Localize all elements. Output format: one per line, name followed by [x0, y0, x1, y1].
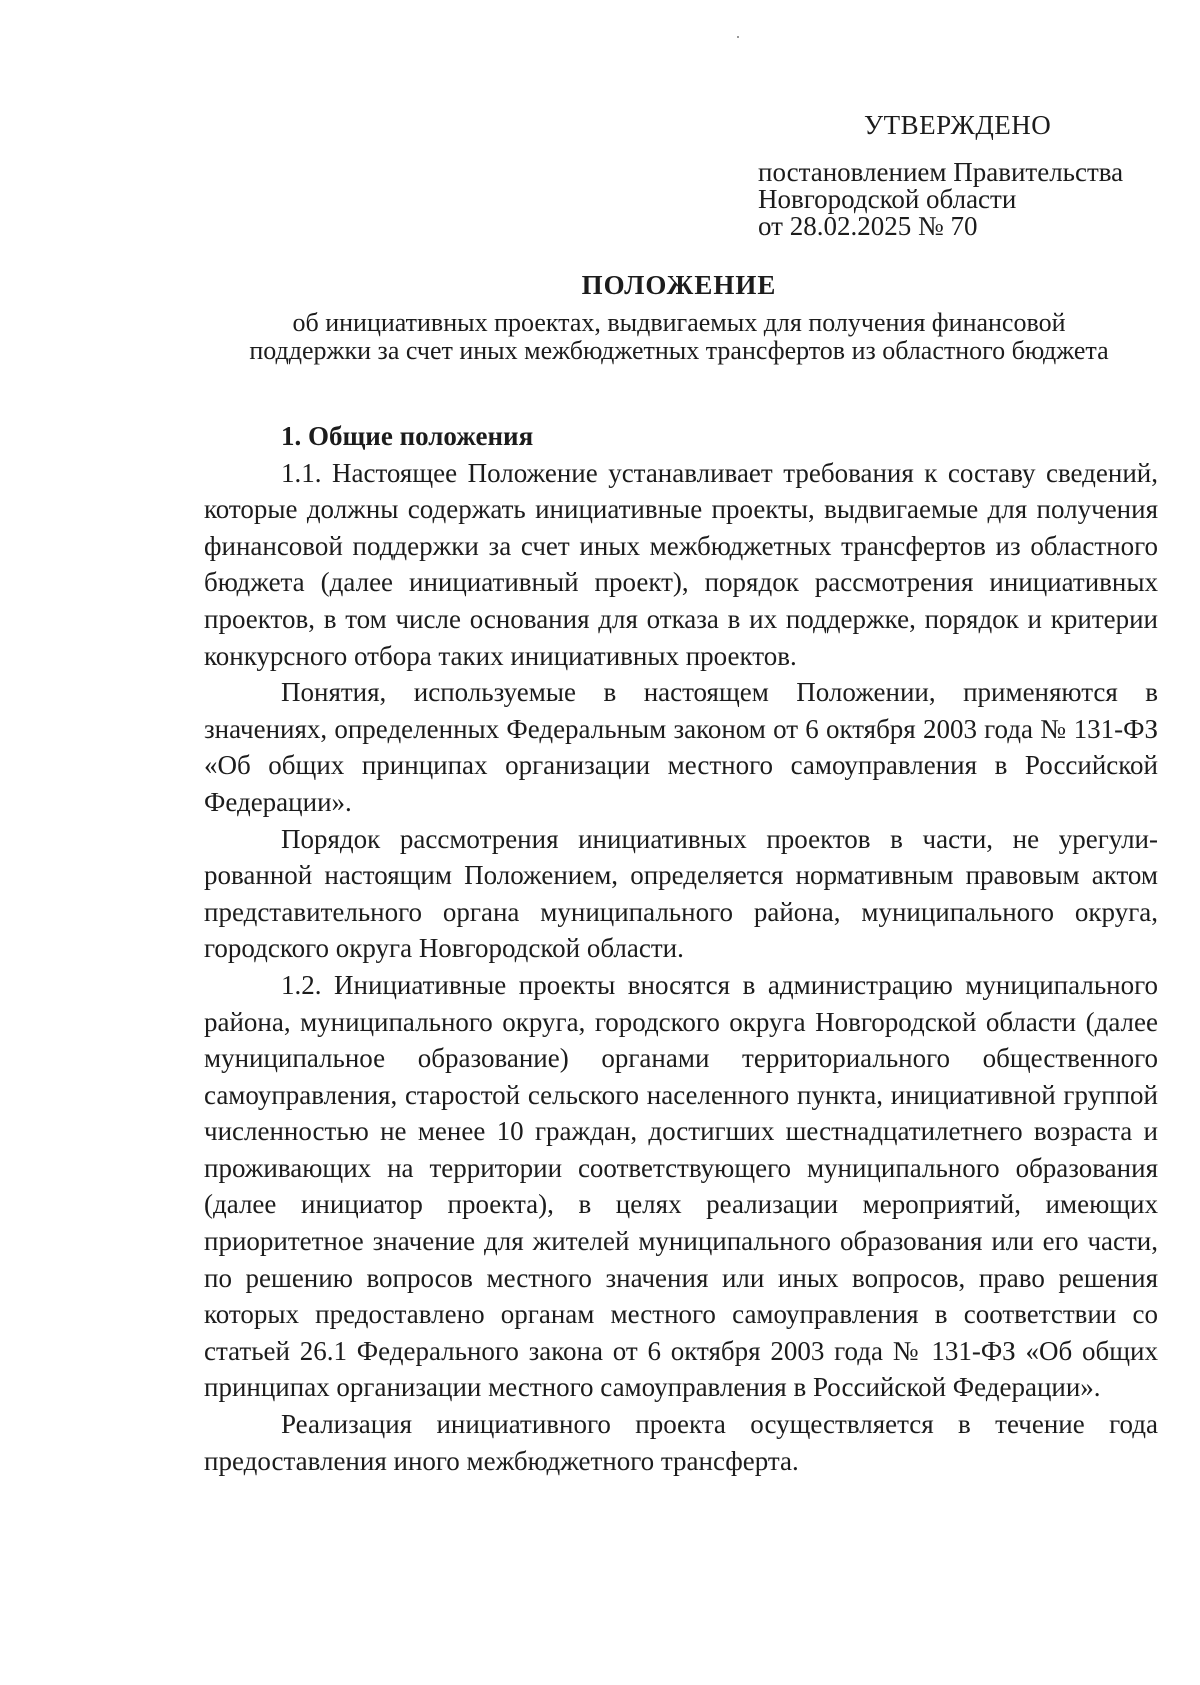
paragraph-1-1: 1.1. Настоящее Положение устанавливает требования к составу сведений, которые должны содержать инициативные проекты, выдвигаемые для получения финансовой поддержки за счет иных межбюджетных трансфертов из областного бюджета (далее инициативный проект), порядок рассмотрения инициативных проектов, в том числе основания для отказа в их поддержке, порядок и критерии конкурсного отбора таких инициативных проектов.: [204, 457, 1158, 671]
title-block: [200, 270, 1158, 365]
document-body: [204, 418, 1158, 1479]
approval-line-date: от 28.02.2025 № 70: [758, 211, 978, 241]
approval-line-region: Новгородской области: [758, 184, 1017, 214]
paragraph-1-2: 1.2. Инициативные проекты вносятся в администрацию муниципального района, муниципального округа, городского округа Новгородской области (далее муниципальное образование) органами территориального общественного самоуправления, старостой сельского населенного пункта, инициативной группой численностью не менее 10 граждан, достигших шестнадцатилетнего возраста и проживающих на территории соответствующего муниципального образования (далее инициатор проекта), в целях реализации мероприятий, имеющих приоритетное значение для жителей муниципального образования или его части, по решению вопросов местного значения или иных вопросов, право решения которых предоставлено органам местного самоуправления в соответствии со статьей 26.1 Федерального закона от 6 октября 2003 года № 131-ФЗ «Об общих принципах организации местного самоуправления в Российской Федерации».: [204, 969, 1158, 1403]
paragraph-definitions: Понятия, используемые в настоящем Положении, применяются в значениях, определенных Федеральным законом от 6 октября 2003 года № 131-ФЗ «Об общих принципах организации местного самоуправления в Российской Федерации».: [204, 677, 1158, 817]
approval-block: [758, 112, 1178, 240]
document-subtitle-line: поддержки за счет иных межбюджетных трансфертов из областного бюджета: [249, 336, 1109, 365]
document-subtitle-line: об инициативных проектах, выдвигаемых для получения финансовой: [292, 308, 1066, 337]
section-heading: 1. Общие положения: [281, 421, 534, 451]
approval-stamp: УТВЕРЖДЕНО: [864, 110, 1052, 140]
scan-speck: [737, 36, 739, 38]
approval-line-resolution: постановлением Правительства: [758, 157, 1124, 187]
document-title: ПОЛОЖЕНИЕ: [581, 270, 777, 300]
paragraph-procedure: Порядок рассмотрения инициативных проектов в части, не урегули-рованной настоящим Положением, определяется нормативным правовым актом представительного органа муниципального района, муниципального округа, городского округа Новгородской области.: [204, 823, 1158, 964]
paragraph-implementation: Реализация инициативного проекта осуществляется в течение года предоставления иного межбюджетного трансферта.: [204, 1409, 1158, 1476]
